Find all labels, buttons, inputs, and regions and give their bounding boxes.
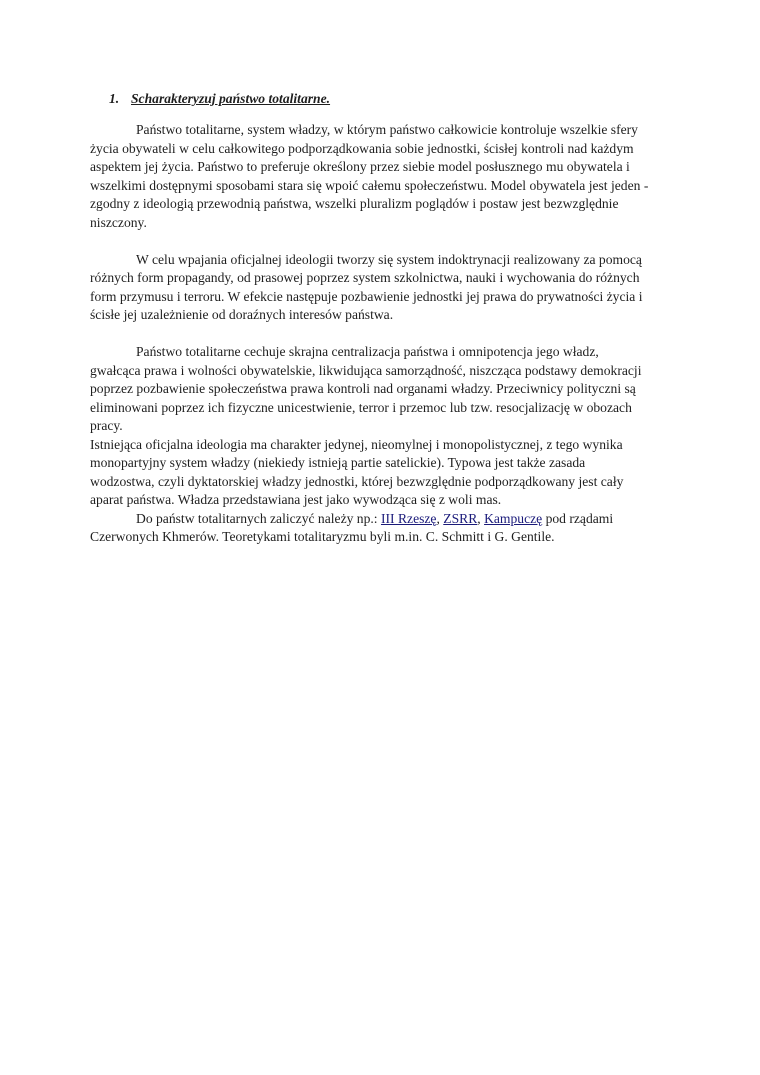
text-fragment: Do państw totalitarnych zaliczyć należy np.: (136, 510, 381, 526)
paragraph-line: Istniejąca oficjalna ideologia ma charakter jedynej, nieomylnej i monopolistycznej, z tego wynika (90, 436, 623, 452)
heading-number: 1. (109, 91, 120, 106)
paragraph-line: zgodny z ideologią przewodnią państwa, wszelki pluralizm poglądów i postaw jest bezwzględnie (90, 196, 619, 211)
paragraph-line: wszelkimi dostępnymi sposobami stara się wpoić całemu społeczeństwu. Model obywatela jest jeden - (90, 177, 649, 193)
paragraph-line: życia obywateli w celu całkowitego podporządkowania sobie jednostki, ścisłej kontroli nad każdym (90, 140, 634, 156)
paragraph-line: gwałcąca prawa i wolności obywatelskie, likwidująca samorządność, niszcząca podstawy demokracji (90, 362, 642, 378)
paragraph-line: różnych form propagandy, od prasowej poprzez system szkolnictwa, nauki i wychowania do różnych (90, 270, 640, 285)
paragraph-line: aparat państwa. Władza przedstawiana jest jako wywodząca się z woli mas. (90, 492, 502, 507)
document-body (90, 121, 670, 547)
blank-line (90, 232, 670, 251)
paragraph-line: poprzez pozbawienie społeczeństwa prawa kontroli nad organami władzy. Przeciwnicy polityczni są (90, 381, 636, 396)
link-iii-rzesza[interactable]: III Rzeszę (380, 510, 437, 526)
link-kampucza[interactable]: Kampuczę (484, 510, 543, 526)
paragraph-line: aspektem jej życia. Państwo to preferuje określony przez siebie model posłusznego mu obywatela i (90, 159, 630, 174)
paragraph-line: W celu wpajania oficjalnej ideologii tworzy się system indoktrynacji realizowany za pomocą (136, 251, 642, 267)
paragraph-line: form przymusu i terroru. W efekcie następuje pozbawienie jednostki jej prawa do prywatności życia i (90, 288, 643, 304)
paragraph-line: pracy. (90, 418, 123, 433)
heading-title: Scharakteryzuj państwo totalitarne. (131, 91, 331, 106)
paragraph-line: Państwo totalitarne, system władzy, w którym państwo całkowicie kontroluje wszelkie sfery (136, 122, 638, 137)
paragraph-line: Czerwonych Khmerów. Teoretykami totalitaryzmu byli m.in. C. Schmitt i G. Gentile. (90, 529, 555, 544)
text-fragment: pod rządami (542, 510, 614, 526)
paragraph-line: ścisłe jej uzależnienie od doraźnych interesów państwa. (90, 307, 394, 322)
paragraph-line: monopartyjny system władzy (niekiedy istnieją partie satelickie). Typowa jest także zasada (90, 455, 586, 470)
paragraph-line-with-links (90, 510, 670, 529)
blank-line (90, 325, 670, 344)
text-fragment: , (477, 510, 485, 526)
paragraph-line: wodzostwa, czyli dyktatorskiej władzy jednostki, której bezwzględnie podporządkowany jest cały (90, 473, 624, 489)
paragraph-line: niszczony. (90, 214, 147, 230)
paragraph-line: eliminowani poprzez ich fizyczne unicestwienie, terror i przemoc lub tzw. resocjalizację w obozach (90, 399, 632, 415)
paragraph-line: Państwo totalitarne cechuje skrajna centralizacja państwa i omnipotencja jego władz, (136, 344, 599, 359)
text-fragment: , (436, 510, 444, 526)
link-zsrr[interactable]: ZSRR (443, 510, 478, 526)
question-heading (109, 91, 330, 107)
